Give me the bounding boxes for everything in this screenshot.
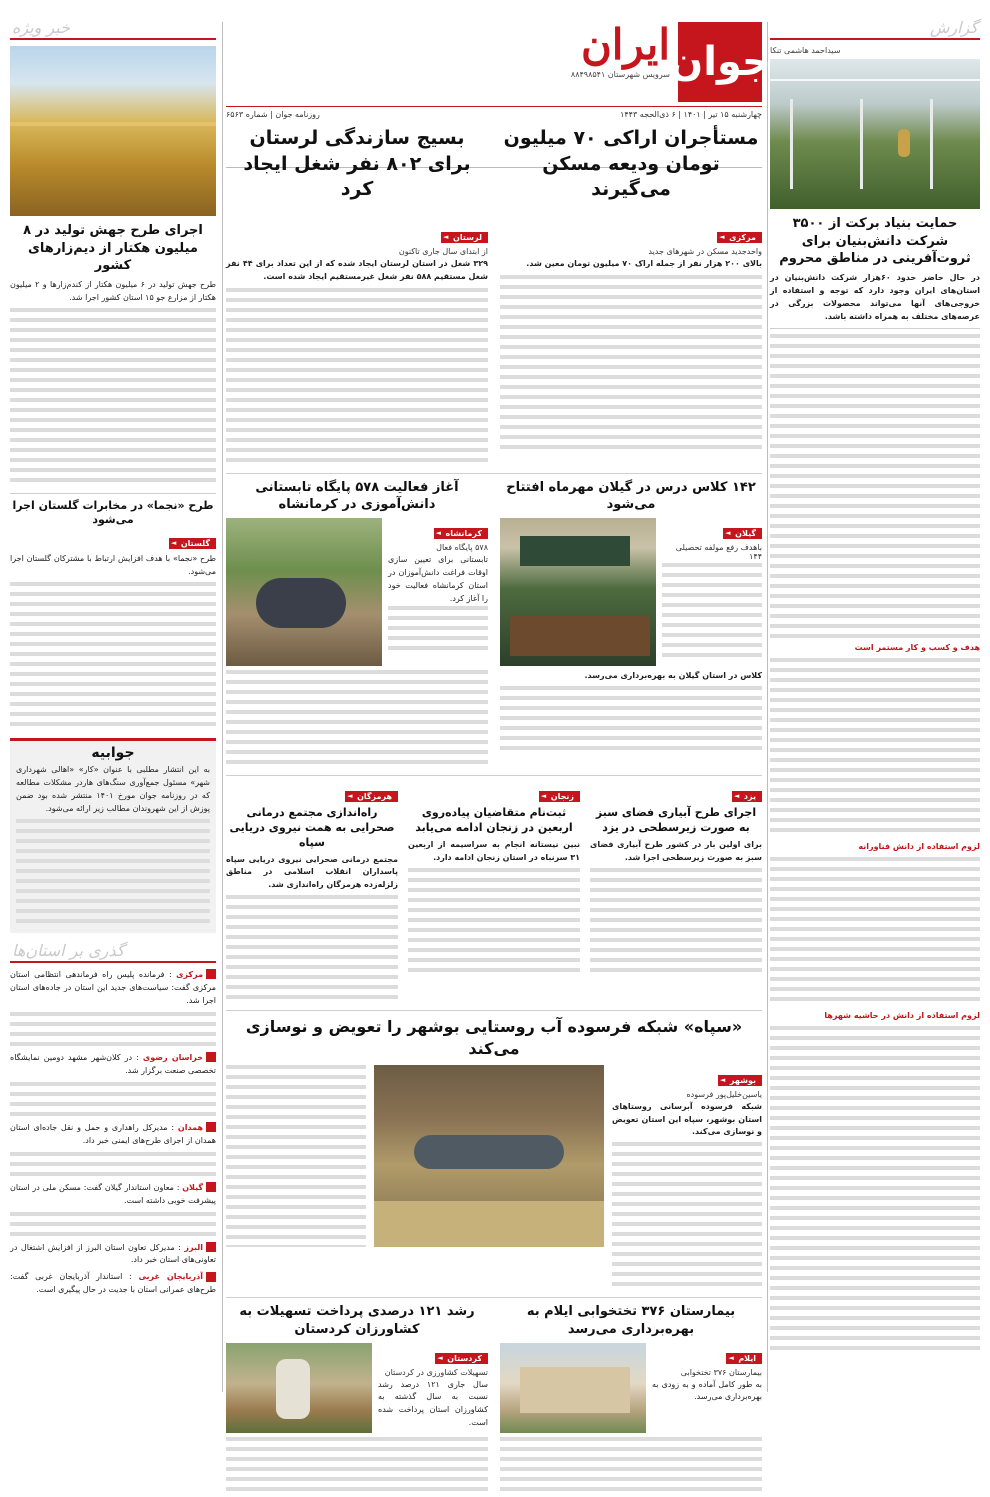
- brief-4-place: گیلان: [182, 1182, 204, 1192]
- response-title: جوابیه: [91, 745, 135, 762]
- story-7-lead: مجتمع درمانی صحرایی نیروی دریایی سپاه پاسداران انقلاب اسلامی در مناطق زلزله‌زده هرمزگان راه‌اندازی شد.: [226, 854, 398, 890]
- javan-logo: [669, 22, 771, 102]
- brief-item-4: گیلان : معاون استاندار گیلان گفت: مسکن ملی در استان پیشرفت خوبی داشته است.: [10, 1182, 216, 1205]
- greenhouse-photo: [770, 59, 980, 209]
- classroom-photo: [500, 518, 656, 666]
- story-9-kicker: بیمارستان ۳۷۶ تختخوابی: [680, 1367, 762, 1377]
- story-9-lead: به طور کامل آماده و به زودی به بهره‌برداری می‌رسد.: [652, 1379, 762, 1402]
- brief-item-1: مرکزی : فرمانده پلیس راه فرماندهی انتظامی استان مرکزی گفت: سیاست‌های جدید این استان در جاده‌های استان اجرا شد.: [10, 969, 216, 1005]
- brief-3-place: همدان: [177, 1122, 204, 1132]
- right-subhead-3: لزوم استفاده از دانش در حاشیه شهرها: [824, 1011, 980, 1021]
- special-news-band: [10, 18, 216, 40]
- story-9-tag: ایلام ◄: [726, 1353, 762, 1364]
- story-3-body: [500, 686, 762, 756]
- right-body-text-3: [770, 857, 980, 1007]
- right-divider: [770, 328, 980, 329]
- story-4: [226, 479, 488, 770]
- story-2-kicker: از ابتدای سال جاری تاکنون: [398, 247, 488, 256]
- bullet-icon: [206, 1052, 216, 1062]
- brief-item-2: خراسان رضوی : در کلان‌شهر مشهد دومین نمایشگاه تخصصی صنعت برگزار شد.: [10, 1052, 216, 1075]
- story-3-kicker: باهدف رفع مولفه تحصیلی ۱۴۴: [675, 543, 762, 561]
- story-3-headline: ۱۴۲ کلاس درس در گیلان مهرماه افتتاح می‌شود: [506, 479, 756, 513]
- left-body-1: [10, 308, 216, 488]
- hospital-photo: [500, 1343, 646, 1433]
- right-headline: حمایت بنیاد برکت از ۳۵۰۰ شرکت دانش‌بنیان برای ثروت‌آفرینی در مناطق محروم: [779, 216, 971, 267]
- story-9-body: [500, 1437, 762, 1497]
- story-4-kicker: ۵۷۸ پایگاه فعال: [436, 543, 488, 552]
- brief-item-5: البرز : مدیرکل تعاون استان البرز از افزایش اشتغال در تعاونی‌های استان خبر داد.: [10, 1242, 216, 1265]
- author-name: سیداحمد هاشمی تنکا: [770, 46, 841, 55]
- story-6-body: [408, 868, 580, 978]
- story-1-kicker: واحد‌جدید مسکن در شهرهای جدید: [648, 247, 762, 256]
- left-body-2: [10, 582, 216, 732]
- right-subhead-1: هدف و کسب و کار مستمر است: [854, 643, 980, 653]
- brief-item-3: همدان : مدیرکل راهداری و حمل و نقل جاده‌ای استان همدان از اجرای طرح‌های ایمنی خبر داد.: [10, 1122, 216, 1145]
- story-1: [500, 222, 762, 468]
- report-band: [770, 18, 980, 40]
- left-lead-2: طرح «نجما» با هدف افزایش ارتباط با مشترکان گلستان اجرا می‌شود.: [10, 554, 216, 577]
- brief-5-text: مدیرکل تعاون استان البرز از افزایش اشتغال در تعاونی‌های استان خبر داد.: [10, 1242, 216, 1265]
- story-3-side-body: [662, 563, 762, 663]
- story-8-lead: شبکه فرسوده آبرسانی روستاهای استان بوشهر، سپاه این استان تعویض و نوسازی می‌کند.: [612, 1101, 762, 1137]
- story-1-tag: مرکزی ◄: [717, 232, 762, 243]
- bullet-icon: [206, 1242, 216, 1252]
- story-2-body: [226, 288, 488, 468]
- story-2-headline: بسیج سازندگی لرستان برای ۸۰۲ نفر شغل ایجاد کرد: [243, 127, 471, 201]
- story-1-lead: بالای ۲۰۰ هزار نفر از جمله اراک ۷۰ میلیون تومان معین شد.: [526, 259, 762, 268]
- right-subhead-2: لزوم استفاده از دانش فناورانه: [858, 842, 980, 852]
- story-4-body: [226, 670, 488, 770]
- bullet-icon: [206, 969, 216, 979]
- iran-logo: ایران: [580, 20, 670, 69]
- story-3-tag: گیلان ◄: [723, 528, 762, 539]
- story-8-headline: «سپاه» شبکه فرسوده آب روستایی بوشهر را تعویض و نوسازی می‌کند: [245, 1017, 743, 1058]
- right-body-text-1: [770, 334, 980, 639]
- story-10-tag: کردستان ◄: [435, 1353, 488, 1364]
- bullet-icon: [206, 1272, 216, 1282]
- left-tag-2: گلستان ◄: [169, 538, 216, 549]
- story-4-headline: آغاز فعالیت ۵۷۸ پایگاه تابستانی دانش‌آموزی در کرمانشاه: [255, 479, 459, 513]
- right-body-text-4: [770, 1026, 980, 1356]
- center-column: [226, 18, 771, 1428]
- story-10-kicker: تسهیلات کشاورزی در کردستان: [384, 1367, 488, 1377]
- brief-item-6: آذربایجان غربی : استاندار آذربایجان غربی گفت: طرح‌های عمرانی استان با جدیت در حال پیگیری است.: [10, 1272, 216, 1295]
- brief-2-text: در کلان‌شهر مشهد دومین نمایشگاه تخصصی صنعت برگزار شد.: [10, 1052, 216, 1075]
- column-rule-right: [767, 22, 768, 1392]
- column-rule-left: [222, 22, 223, 1392]
- bullet-icon: [206, 1182, 216, 1192]
- story-9-headline: بیمارستان ۳۷۶ تختخوابی ایلام به بهره‌برداری می‌رسد: [526, 1304, 736, 1337]
- story-5-headline: اجرای طرح آبیاری فضای سبز به صورت زیرسطحی در یزد: [595, 806, 757, 834]
- story-9: [500, 1303, 762, 1496]
- story-8-body-2: [226, 1065, 366, 1247]
- story-4-lead: تابستانی برای تعیین سازی اوقات فراغت دانش‌آموزان در استان کرمانشاه فعالیت خود را آغاز کرد.: [388, 555, 488, 603]
- story-3-lead: کلاس در استان گیلان به بهره‌برداری می‌رسد.: [584, 671, 762, 680]
- story-4-tag: کرمانشاه ◄: [434, 528, 488, 539]
- brief-1-text: فرمانده پلیس راه فرماندهی انتظامی استان مرکزی گفت: سیاست‌های جدید این استان در جاده‌های استان اجرا شد.: [10, 969, 216, 1005]
- story-2-lead: ۳۲۹ شغل در استان لرستان ایجاد شده که از این تعداد برای ۴۴ نفر شغل مستقیم ۵۸۸ نفر شغل غیرمستقیم ایجاد شده است.: [226, 259, 488, 281]
- story-5-tag: یزد ◄: [732, 791, 762, 802]
- response-box: [10, 738, 216, 933]
- story-10-body: [226, 1437, 488, 1497]
- left-column: [10, 18, 216, 1396]
- water-pipe-photo: [374, 1065, 604, 1247]
- story-6-headline: ثبت‌نام متقاضیان پیاده‌روی اربعین در زنجان ادامه می‌یابد: [415, 806, 573, 834]
- left-headline-1: اجرای طرح جهش تولید در ۸ میلیون هکتار از دیم‌زارهای کشور: [23, 223, 203, 274]
- story-7-body: [226, 895, 398, 1005]
- wheat-field-photo: [10, 46, 216, 216]
- story-1-body: [500, 275, 762, 455]
- camp-photo: [226, 518, 382, 666]
- brief-6-text: استاندار آذربایجان غربی گفت: طرح‌های عمرانی استان با جدیت در حال پیگیری است.: [10, 1272, 216, 1295]
- provinces-band-label: گذری بر استان‌ها: [12, 940, 125, 960]
- brief-4-text: معاون استاندار گیلان گفت: مسکن ملی در استان پیشرفت خوبی داشته است.: [10, 1182, 216, 1205]
- report-band-label: گزارش: [929, 18, 978, 37]
- story-10: [226, 1303, 488, 1496]
- bullet-icon: [206, 1122, 216, 1132]
- special-news-label: خبر ویژه: [12, 18, 71, 37]
- javan-logo-text: جوان: [669, 39, 771, 85]
- story-5-lead: برای اولین بار در کشور طرح آبیاری فضای سبز به صورت زیرسطحی اجرا شد.: [590, 839, 762, 862]
- story-8-kicker: یاسین‌خلیل‌پور فرسوده: [686, 1089, 762, 1099]
- story-8-tag: بوشهر ◄: [718, 1075, 762, 1086]
- story-10-headline: رشد ۱۲۱ درصدی پرداخت تسهیلات به کشاورزان کردستان: [239, 1304, 475, 1337]
- right-body-text-2: [770, 658, 980, 838]
- brief-5-place: البرز: [184, 1242, 203, 1252]
- story-2: [226, 222, 488, 468]
- issue-date: چهارشنبه ۱۵ تیر | ۱۴۰۱ | ۶ ذی‌الحجه ۱۴۴۳: [620, 110, 762, 119]
- right-lead: در حال حاضر حدود ۶۰هزار شرکت دانش‌بنیان در استان‌های ایران وجود دارد که توجه و استفاده از خروجی‌های آنها می‌تواند محصولات بزرگی در عرصه‌های مختلف به همراه داشته باشد.: [770, 272, 980, 321]
- left-lead-1: طرح جهش تولید در ۶ میلیون هکتار از کندم‌زارها و ۲ میلیون هکتار از مزارع جو ۱۵ استان کشور اجرا شد.: [10, 279, 217, 302]
- story-8-body: [612, 1142, 762, 1292]
- story-4-side-body: [388, 606, 488, 656]
- story-5-body: [590, 868, 762, 978]
- left-headline-2: طرح «نجما» در مخابرات گلستان اجرا می‌شود: [12, 498, 214, 527]
- story-6-tag: زنجان ◄: [539, 791, 580, 802]
- brief-3-text: مدیرکل راهداری و حمل و نقل جاده‌ای استان همدان از اجرای طرح‌های ایمنی خبر داد.: [10, 1122, 216, 1145]
- service-line: سرویس شهرستان ۸۸۴۹۸۵۴۱: [570, 70, 670, 79]
- response-text: به این انتشار مطلبی با عنوان «کار» «اهالی شهرداری شهر» مسئول جمع‌آوری سنگ‌های هاردر مشکلات مطالعه که در روزنامه جوان مورخ ۱۴۰۱ منتشر شده بود ضمن پوزش از این شهروندان مطالب زیر ارائه می‌شود.: [16, 765, 211, 813]
- farmer-photo: [226, 1343, 372, 1433]
- paper-name: روزنامه جوان | شماره ۶۵۶۳: [226, 110, 320, 119]
- story-7-tag: هرمزگان ◄: [345, 791, 398, 802]
- issue-line: [226, 106, 762, 119]
- right-column: [770, 18, 980, 1396]
- story-6-lead: نبین نیستانه انجام به سراسیمه از اربعین ۳۱ سرنباه در استان زنجان ادامه دارد.: [408, 839, 580, 862]
- story-6: [408, 781, 580, 1005]
- story-10-lead: سال جاری ۱۲۱ درصد رشد نسبت به سال گذشته به کشاورزان استان پرداخت شده است.: [378, 1379, 488, 1428]
- brief-1-place: مرکزی: [176, 969, 204, 979]
- story-2-tag: لرستان ◄: [441, 232, 488, 243]
- provinces-band: [10, 941, 216, 963]
- story-5: [590, 781, 762, 1005]
- story-8: [226, 1016, 762, 1292]
- story-1-headline: مستأجران اراکی ۷۰ میلیون تومان ودیعه مسکن می‌گیرند: [503, 127, 759, 201]
- story-7: [226, 781, 398, 1005]
- brief-2-place: خراسان رضوی: [142, 1052, 204, 1062]
- response-body: [16, 819, 210, 929]
- story-3: [500, 479, 762, 770]
- masthead: [226, 18, 771, 201]
- brief-6-place: آذربایجان غربی: [138, 1272, 203, 1282]
- story-7-headline: راه‌اندازی مجتمع درمانی صحرایی به همت نیروی دریایی سپاه: [229, 806, 395, 849]
